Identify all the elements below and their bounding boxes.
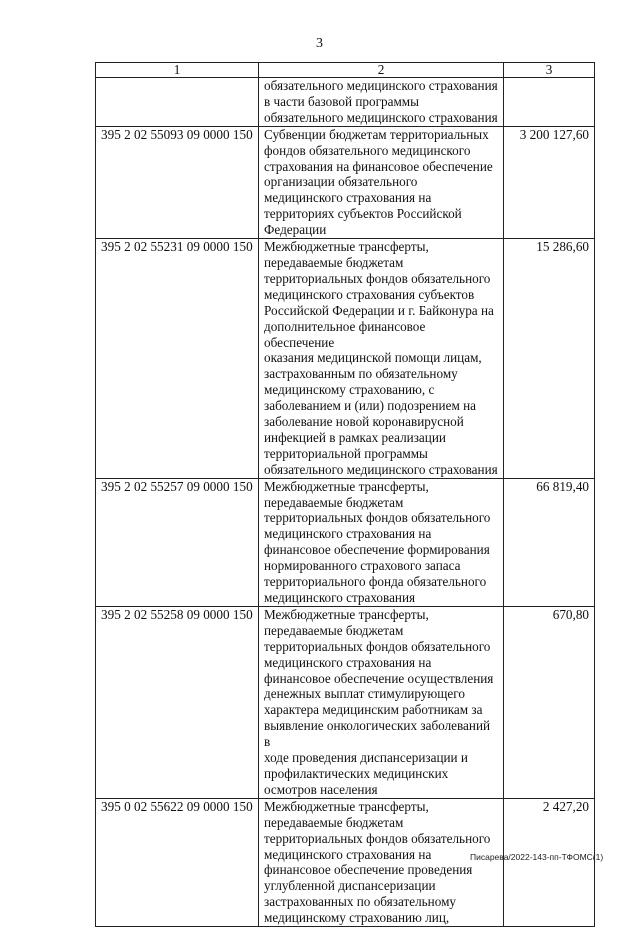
row-code: 395 2 02 55257 09 0000 150	[96, 478, 259, 606]
row-amount: 66 819,40	[504, 478, 595, 606]
table-row	[96, 239, 595, 479]
row-amount: 15 286,60	[504, 239, 595, 479]
page-number: 3	[316, 36, 323, 51]
row-code: 395 2 02 55093 09 0000 150	[96, 126, 259, 238]
row-amount	[504, 78, 595, 127]
table-row	[96, 606, 595, 798]
row-description: обязательного медицинского страхования в части базовой программы обязательного медицинского страхования	[259, 78, 504, 127]
row-description: Межбюджетные трансферты, передаваемые бюджетам территориальных фондов обязательного медицинского страхования на финансовое обеспечение осуществления денежных выплат стимулирующего характера медицинским работникам за выявление онкологических заболеваний в ходе проведения диспансеризации и профилактических медицинских осмотров населения	[259, 606, 504, 798]
column-header-1: 1	[96, 63, 259, 78]
row-code: 395 2 02 55258 09 0000 150	[96, 606, 259, 798]
column-header-2: 2	[259, 63, 504, 78]
table-header-row	[96, 63, 595, 78]
row-amount: 3 200 127,60	[504, 126, 595, 238]
row-amount: 670,80	[504, 606, 595, 798]
row-code: 395 2 02 55231 09 0000 150	[96, 239, 259, 479]
row-description: Межбюджетные трансферты, передаваемые бюджетам территориальных фондов обязательного медицинского страхования на финансовое обеспечение формирования нормированного страхового запаса территориального фонда обязательного медицинского страхования	[259, 478, 504, 606]
row-description: Субвенции бюджетам территориальных фондов обязательного медицинского страхования на финансовое обеспечение организации обязательного медицинского страхования на территориях субъектов Российской Федерации	[259, 126, 504, 238]
row-amount: 2 427,20	[504, 798, 595, 926]
table-row	[96, 798, 595, 926]
row-code: 395 0 02 55622 09 0000 150	[96, 798, 259, 926]
column-header-3: 3	[504, 63, 595, 78]
table-row	[96, 78, 595, 127]
document-reference: Писарева/2022-143-пп-ТФОМС(1)	[470, 852, 604, 862]
table-row	[96, 126, 595, 238]
table-row	[96, 478, 595, 606]
budget-table	[95, 62, 595, 927]
row-description: Межбюджетные трансферты, передаваемые бюджетам территориальных фондов обязательного медицинского страхования на финансовое обеспечение проведения углубленной диспансеризации застрахованных по обязательному медицинскому страхованию лиц,	[259, 798, 504, 926]
row-code	[96, 78, 259, 127]
row-description: Межбюджетные трансферты, передаваемые бюджетам территориальных фондов обязательного медицинского страхования субъектов Российской Федерации и г. Байконура на дополнительное финансовое обеспечение оказания медицинской помощи лицам, застрахованным по обязательному медицинскому страхованию, с заболеванием и (или) подозрением на заболевание новой коронавирусной инфекцией в рамках реализации территориальной программы обязательного медицинского страхования	[259, 239, 504, 479]
